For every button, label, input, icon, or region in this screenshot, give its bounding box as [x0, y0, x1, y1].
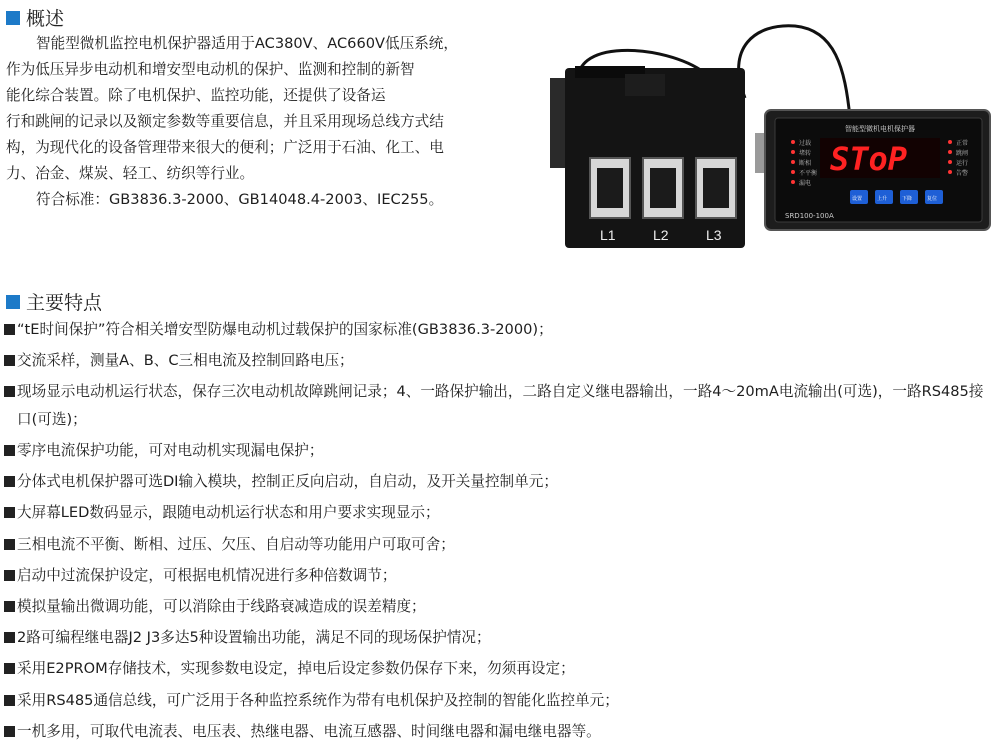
indicator-label: 漏电 — [799, 180, 812, 187]
indicator-label: 运行 — [956, 160, 969, 167]
feature-text: 分体式电机保护器可选DI输入模块，控制正反向启动，自启动，及开关量控制单元； — [17, 473, 558, 491]
feature-text: 2路可编程继电器J2 J3多达5种设置输出功能，满足不同的现场保护情况； — [17, 629, 491, 647]
overview-line: 力、冶金、煤炭、轻工、纺织等行业。 — [6, 165, 255, 182]
feature-text: 采用RS485通信总线，可广泛用于各种监控系统作为带有电机保护及控制的智能化监控单元； — [17, 691, 619, 709]
feature-text: 启动中过流保护设定，可根据电机情况进行多种倍数调节； — [17, 566, 397, 584]
cable — [739, 26, 850, 118]
phase-label-l3: L3 — [706, 227, 722, 243]
bullet-square-icon — [4, 570, 15, 581]
list-item — [4, 718, 994, 746]
feature-text: 零序电流保护功能，可对电动机实现漏电保护； — [17, 442, 324, 460]
standards-line: 符合标准：GB3836.3-2000、GB14048.4-2003、IEC255。 — [36, 191, 444, 208]
list-item — [4, 531, 994, 559]
indicator-label: 过载 — [799, 140, 812, 147]
led-display-text: SToP — [830, 140, 908, 178]
bullet-square-icon — [4, 324, 15, 335]
feature-list — [4, 316, 994, 745]
panel-title: 智能型微机电机保护器 — [845, 125, 915, 133]
panel-button-label: 下降 — [902, 196, 913, 202]
feature-text: 大屏幕LED数码显示，跟随电动机运行状态和用户要求实现显示； — [17, 504, 440, 522]
feature-text: 三相电流不平衡、断相、过压、欠压、自启动等功能用户可取可舍； — [17, 535, 455, 553]
bullet-square-icon — [4, 663, 15, 674]
phase-label-l2: L2 — [653, 227, 669, 243]
bullet-square-icon — [4, 507, 15, 518]
bullet-square-icon — [4, 445, 15, 456]
bullet-square-icon — [4, 726, 15, 737]
current-transformer-module — [550, 66, 745, 248]
indicator-label: 告警 — [956, 170, 969, 177]
phase-label-l1: L1 — [600, 227, 616, 243]
list-item — [4, 378, 994, 433]
indicator-label: 堵转 — [799, 150, 812, 157]
display-unit — [755, 110, 990, 230]
overview-text — [6, 31, 536, 213]
feature-text: 采用E2PROM存储技术，实现参数电设定，掉电后设定参数仍保存下来，勿须再设定； — [17, 660, 575, 678]
blue-square-icon — [6, 11, 20, 25]
list-item — [4, 593, 994, 621]
model-label: SRD100-100A — [785, 212, 834, 220]
bullet-square-icon — [4, 386, 15, 397]
overview-line: 构，为现代化的设备管理带来很大的便利；广泛用于石油、化工、电 — [6, 139, 444, 156]
indicator-label: 跳闸 — [956, 150, 969, 157]
bullet-square-icon — [4, 632, 15, 643]
list-item — [4, 468, 994, 496]
features-heading-text: 主要特点 — [26, 292, 103, 314]
indicator-label: 断相 — [799, 160, 812, 167]
feature-text: 交流采样，测量A、B、C三相电流及控制回路电压； — [17, 352, 354, 370]
list-item — [4, 624, 994, 652]
bullet-square-icon — [4, 539, 15, 550]
overview-line: 能化综合装置。除了电机保护、监控功能，还提供了设备运 — [6, 87, 386, 104]
bullet-square-icon — [4, 601, 15, 612]
list-item — [4, 687, 994, 715]
list-item — [4, 655, 994, 683]
features-heading — [6, 288, 102, 315]
list-item — [4, 437, 994, 465]
list-item — [4, 499, 994, 527]
product-photo — [545, 18, 995, 248]
panel-button-label: 复位 — [927, 196, 938, 202]
feature-text: 现场显示电动机运行状态，保存三次电动机故障跳闸记录；4、一路保护输出，二路自定义继电器输出，一路4～20mA电流输出(可选)，一路RS485接口(可选)； — [17, 383, 984, 428]
blue-square-icon — [6, 295, 20, 309]
list-item — [4, 562, 994, 590]
overview-line: 作为低压异步电动机和增安型电动机的保护、监测和控制的新智 — [6, 61, 415, 78]
overview-line: 行和跳闸的记录以及额定参数等重要信息，并且采用现场总线方式结 — [6, 113, 444, 130]
bullet-square-icon — [4, 355, 15, 366]
list-item — [4, 316, 994, 344]
feature-text: 一机多用，可取代电流表、电压表、热继电器、电流互感器、时间继电器和漏电继电器等。 — [17, 722, 601, 740]
bullet-square-icon — [4, 476, 15, 487]
overview-heading — [6, 4, 64, 31]
overview-heading-text: 概述 — [26, 8, 65, 30]
feature-text: “tE时间保护”符合相关增安型防爆电动机过载保护的国家标准(GB3836.3-2000)； — [17, 321, 553, 338]
list-item — [4, 347, 994, 375]
feature-text: 模拟量输出微调功能，可以消除由于线路衰减造成的误差精度； — [17, 598, 426, 615]
bullet-square-icon — [4, 695, 15, 706]
indicator-label: 不平衡 — [799, 170, 818, 177]
panel-button-label: 上升 — [877, 196, 888, 202]
overview-line: 智能型微机监控电机保护器适用于AC380V、AC660V低压系统， — [36, 35, 458, 52]
panel-button-label: 设置 — [852, 196, 863, 202]
indicator-label: 正常 — [956, 140, 969, 147]
